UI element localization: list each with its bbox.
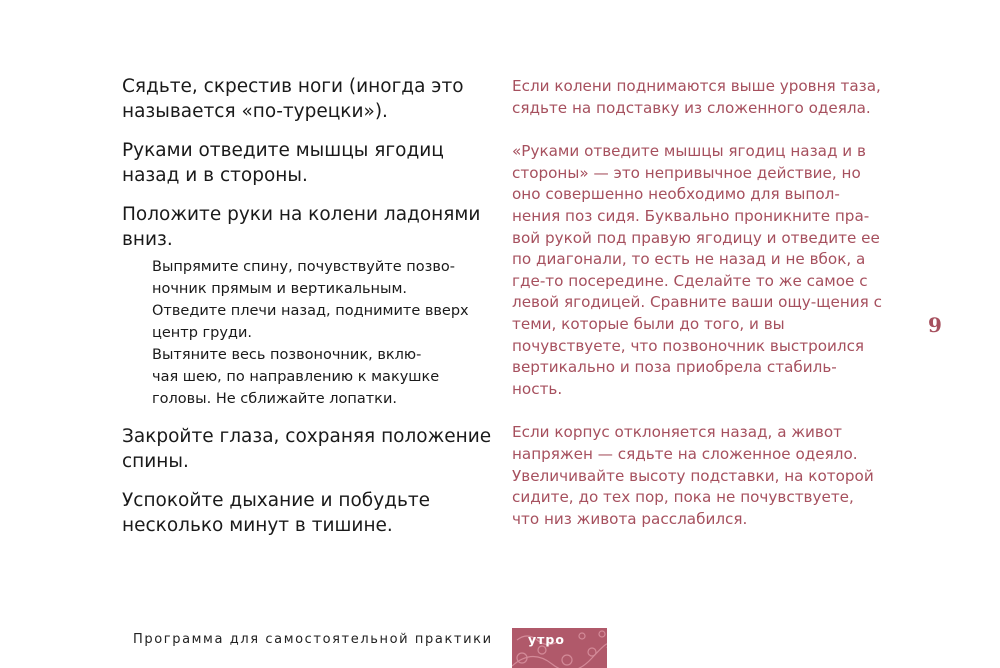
note-paragraph: Если колени поднимаются выше уровня таза, сядьте на подставку из сложенного одеяла. (512, 77, 881, 117)
instruction-step: Положите руки на колени ладонями вниз. (122, 204, 481, 250)
tab-label: утро (528, 632, 565, 647)
instruction-step: Руками отведите мышцы ягодиц назад и в стороны. (122, 140, 444, 186)
substep-line: Вытяните весь позвоночник, вклю- (152, 347, 422, 363)
instructions-column (122, 74, 502, 552)
substep-line: центр груди. (152, 325, 252, 341)
substep-line: Отведите плечи назад, поднимите вверх (152, 303, 469, 319)
footer-program-title: Программа для самостоятельной практики (133, 632, 493, 647)
instruction-step: Сядьте, скрестив ноги (иногда это называется «по-турецки»). (122, 76, 464, 122)
substep-line: чая шею, по направлению к макушке (152, 369, 440, 385)
note-paragraph: «Руками отведите мышцы ягодиц назад и в стороны» — это непривычное действие, но оно совершенно необходимо для выпол-нения поз сидя. Буквально проникните пра-вой рукой под правую ягодицу и отведите ее по диагонали, то есть не назад и не вбок, а где-то посередине. Сделайте то же самое с левой ягодицей. Сравните ваши ощу-щения с теми, которые были до того, и вы почувствуете, что позвоночник выстроился вертикально и поза приобрела стабиль-ность. (512, 142, 882, 398)
substep-line: ночник прямым и вертикальным. (152, 281, 408, 297)
instruction-step: Успокойте дыхание и побудьте несколько минут в тишине. (122, 490, 431, 536)
substep-line: Выпрямите спину, почувствуйте позво- (152, 259, 455, 275)
instruction-step: Закройте глаза, сохраняя положение спины. (122, 426, 492, 472)
notes-column (512, 76, 882, 552)
substep-line: головы. Не сближайте лопатки. (152, 391, 397, 407)
section-tab (512, 628, 607, 668)
note-paragraph: Если корпус отклоняется назад, а живот напряжен — сядьте на сложенное одеяло. Увеличивайте высоту подставки, на которой сидите, до тех пор, пока не почувствуете, что низ живота расслабился. (512, 423, 874, 528)
page-number: 9 (928, 313, 942, 337)
instruction-substeps (152, 256, 502, 410)
